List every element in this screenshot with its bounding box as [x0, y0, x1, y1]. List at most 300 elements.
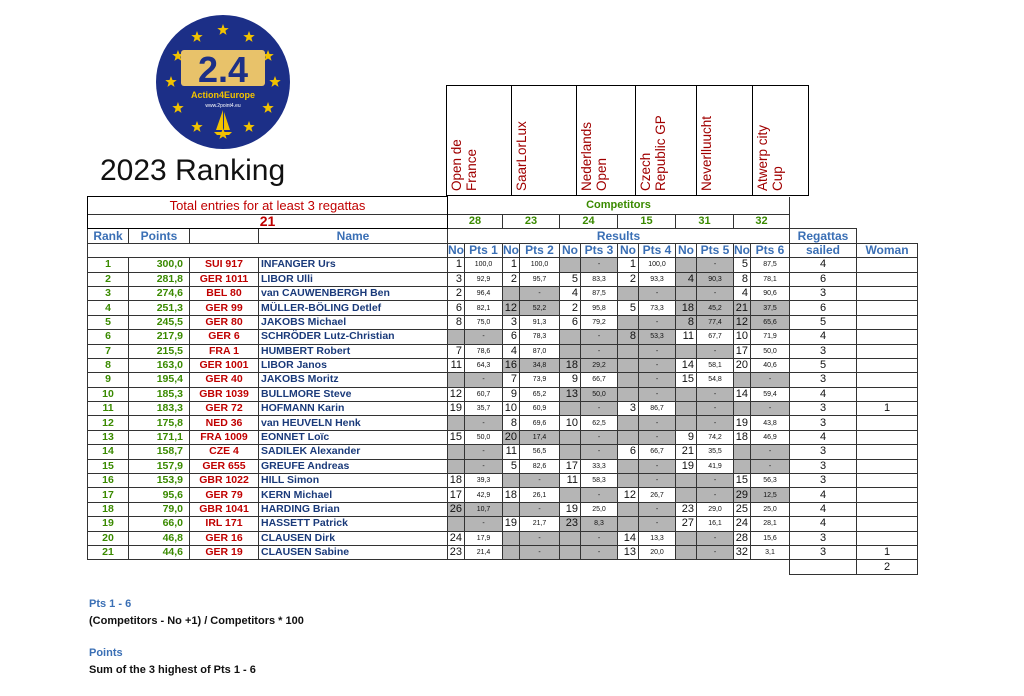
result-pts-cell: 50,0	[465, 430, 503, 444]
result-no-cell	[503, 474, 520, 488]
sail-number-cell: GER 80	[190, 315, 259, 329]
points-cell: 217,9	[129, 330, 190, 344]
result-pts-cell: 41,9	[697, 459, 734, 473]
regatta-header-1	[446, 85, 511, 196]
sail-number-cell: GBR 1039	[190, 387, 259, 401]
result-pts-cell: 59,4	[751, 387, 790, 401]
result-no-cell: 19	[676, 459, 697, 473]
sail-number-cell: NED 36	[190, 416, 259, 430]
result-no-cell: 24	[448, 531, 465, 545]
woman-cell	[857, 474, 918, 488]
result-pts-cell: 43,8	[751, 416, 790, 430]
points-cell: 158,7	[129, 445, 190, 459]
points-cell: 215,5	[129, 344, 190, 358]
result-no-cell	[676, 474, 697, 488]
result-pts-cell: -	[520, 545, 560, 559]
result-no-cell: 12	[734, 315, 751, 329]
sailor-name-cell: HUMBERT Robert	[259, 344, 448, 358]
regatta-header-5	[696, 85, 752, 196]
result-no-cell: 7	[503, 373, 520, 387]
sailor-name-cell: BULLMORE Steve	[259, 387, 448, 401]
result-no-cell: 8	[448, 315, 465, 329]
result-no-cell: 10	[503, 402, 520, 416]
rank-cell: 12	[88, 416, 129, 430]
competitors-count: 28	[448, 215, 503, 229]
result-no-cell	[618, 459, 639, 473]
result-pts-cell: -	[465, 416, 503, 430]
regattas-sailed-cell: 3	[790, 474, 857, 488]
rank-cell: 10	[88, 387, 129, 401]
result-pts-cell: 66,7	[639, 445, 676, 459]
regattas-sailed-cell: 6	[790, 301, 857, 315]
table-row	[88, 344, 918, 358]
result-pts-cell: 60,9	[520, 402, 560, 416]
regatta-name-line: Atwerp city	[755, 124, 770, 191]
points-cell: 183,3	[129, 402, 190, 416]
regatta-name-line: Czech	[638, 152, 653, 191]
sailor-name-cell: LIBOR Janos	[259, 358, 448, 372]
table-row	[88, 258, 918, 272]
result-pts-cell: 73,9	[520, 373, 560, 387]
sailor-name-cell: MÜLLER-BÖLING Detlef	[259, 301, 448, 315]
result-pts-cell: -	[520, 474, 560, 488]
svg-text:2.4: 2.4	[197, 49, 249, 90]
result-pts-cell: 58,1	[697, 358, 734, 372]
result-pts-cell: 71,9	[751, 330, 790, 344]
rank-cell: 17	[88, 488, 129, 502]
note-text: (Competitors - No +1) / Competitors * 100	[89, 615, 304, 627]
result-no-cell	[734, 459, 751, 473]
result-pts-cell: 91,3	[520, 315, 560, 329]
result-pts-cell: -	[697, 402, 734, 416]
regatta-name-line: Nederlands	[579, 121, 594, 191]
sail-number-cell: BEL 80	[190, 286, 259, 300]
result-pts-cell: 53,3	[639, 330, 676, 344]
result-no-cell: 23	[676, 502, 697, 516]
result-pts-cell: 13,3	[639, 531, 676, 545]
points-cell: 66,0	[129, 517, 190, 531]
result-pts-cell: -	[639, 344, 676, 358]
result-pts-cell: 66,7	[581, 373, 618, 387]
table-row	[88, 272, 918, 286]
result-no-cell: 29	[734, 488, 751, 502]
regattas-sailed-cell: 3	[790, 402, 857, 416]
result-no-cell	[448, 373, 465, 387]
result-no-cell: 17	[734, 344, 751, 358]
regattas-header: Regattas	[790, 229, 857, 243]
regatta-name-line: Neverlluucht	[699, 115, 714, 191]
result-no-cell	[560, 488, 581, 502]
regattas-sailed-cell: 4	[790, 488, 857, 502]
result-no-cell: 14	[734, 387, 751, 401]
notes	[89, 598, 304, 696]
result-pts-cell: 90,3	[697, 272, 734, 286]
result-no-cell	[503, 545, 520, 559]
result-pts-cell: 69,6	[520, 416, 560, 430]
sail-number-cell: FRA 1	[190, 344, 259, 358]
result-pts-cell: -	[697, 344, 734, 358]
result-no-cell	[560, 445, 581, 459]
result-no-cell: 19	[560, 502, 581, 516]
points-cell: 185,3	[129, 387, 190, 401]
result-pts-cell: 78,1	[751, 272, 790, 286]
result-pts-cell: -	[751, 373, 790, 387]
result-pts-cell: 58,3	[581, 474, 618, 488]
regattas-sailed-cell: 3	[790, 531, 857, 545]
result-no-cell: 12	[503, 301, 520, 315]
total-entries-label: Total entries for at least 3 regattas	[169, 198, 366, 213]
sail-number-cell: GER 655	[190, 459, 259, 473]
rank-cell: 5	[88, 315, 129, 329]
result-pts-cell: 25,0	[751, 502, 790, 516]
result-pts-cell: 100,0	[465, 258, 503, 272]
result-pts-cell: 95,8	[581, 301, 618, 315]
rank-cell: 6	[88, 330, 129, 344]
regattas-sailed-cell: 3	[790, 545, 857, 559]
result-no-cell	[448, 416, 465, 430]
result-no-cell: 19	[734, 416, 751, 430]
rank-header: Rank	[88, 229, 129, 243]
result-pts-cell: 28,1	[751, 517, 790, 531]
result-pts-cell: -	[697, 387, 734, 401]
result-no-cell	[503, 502, 520, 516]
result-no-cell: 2	[618, 272, 639, 286]
note-heading: Pts 1 - 6	[89, 598, 132, 610]
result-pts-cell: 78,6	[465, 344, 503, 358]
sail-number-cell: GER 1011	[190, 272, 259, 286]
result-no-cell	[618, 373, 639, 387]
sailor-name-cell: LIBOR Ulli	[259, 272, 448, 286]
result-pts-cell: 39,3	[465, 474, 503, 488]
no-header: No	[618, 243, 639, 257]
table-row	[88, 474, 918, 488]
rank-cell: 11	[88, 402, 129, 416]
rank-cell: 9	[88, 373, 129, 387]
result-no-cell	[734, 373, 751, 387]
table-row	[88, 286, 918, 300]
points-cell: 274,6	[129, 286, 190, 300]
rank-cell: 16	[88, 474, 129, 488]
rank-cell: 21	[88, 545, 129, 559]
result-no-cell	[676, 402, 697, 416]
result-no-cell: 18	[503, 488, 520, 502]
competitors-count: 32	[734, 215, 790, 229]
regattas-sailed-cell: 4	[790, 258, 857, 272]
woman-cell	[857, 445, 918, 459]
result-no-cell: 15	[676, 373, 697, 387]
result-pts-cell: 16,1	[697, 517, 734, 531]
result-no-cell	[676, 387, 697, 401]
result-no-cell: 5	[734, 258, 751, 272]
result-no-cell: 28	[734, 531, 751, 545]
result-pts-cell: 35,7	[465, 402, 503, 416]
result-pts-cell: -	[581, 430, 618, 444]
pts-header: Pts 3	[581, 243, 618, 257]
result-pts-cell: 87,5	[581, 286, 618, 300]
regattas-sailed-cell: 6	[790, 272, 857, 286]
result-no-cell: 25	[734, 502, 751, 516]
svg-text:www.2point4.eu: www.2point4.eu	[205, 103, 241, 109]
result-pts-cell: -	[581, 531, 618, 545]
table-row	[88, 545, 918, 559]
result-no-cell	[618, 358, 639, 372]
result-pts-cell: -	[581, 344, 618, 358]
result-pts-cell: -	[581, 402, 618, 416]
sailor-name-cell: van HEUVELN Henk	[259, 416, 448, 430]
result-no-cell: 6	[618, 445, 639, 459]
sailor-name-cell: HOFMANN Karin	[259, 402, 448, 416]
sailor-name-cell: JAKOBS Moritz	[259, 373, 448, 387]
points-cell: 157,9	[129, 459, 190, 473]
svg-text:Action4Europe: Action4Europe	[190, 90, 256, 100]
woman-cell	[857, 373, 918, 387]
result-no-cell	[676, 258, 697, 272]
result-pts-cell: 65,6	[751, 315, 790, 329]
result-no-cell	[618, 430, 639, 444]
points-cell: 195,4	[129, 373, 190, 387]
result-pts-cell: -	[639, 459, 676, 473]
regattas-sailed-cell: 4	[790, 502, 857, 516]
result-no-cell: 1	[618, 258, 639, 272]
result-no-cell: 10	[734, 330, 751, 344]
sailor-name-cell: CLAUSEN Dirk	[259, 531, 448, 545]
result-no-cell: 11	[448, 358, 465, 372]
regattas-sailed-cell: 3	[790, 445, 857, 459]
note-heading: Points	[89, 647, 123, 659]
sailed-header: sailed	[790, 243, 857, 257]
table-row	[88, 373, 918, 387]
result-no-cell: 17	[560, 459, 581, 473]
woman-cell	[857, 286, 918, 300]
sailor-name-cell: HARDING Brian	[259, 502, 448, 516]
table-row	[88, 301, 918, 315]
result-no-cell	[618, 286, 639, 300]
result-no-cell: 7	[448, 344, 465, 358]
result-pts-cell: 17,9	[465, 531, 503, 545]
result-pts-cell: -	[639, 286, 676, 300]
result-pts-cell: -	[581, 488, 618, 502]
sail-number-cell: GBR 1041	[190, 502, 259, 516]
regattas-sailed-cell: 4	[790, 517, 857, 531]
result-pts-cell: 64,3	[465, 358, 503, 372]
result-pts-cell: 83,3	[581, 272, 618, 286]
regattas-sailed-cell: 4	[790, 430, 857, 444]
result-pts-cell: -	[581, 258, 618, 272]
woman-cell	[857, 517, 918, 531]
rank-cell: 4	[88, 301, 129, 315]
sailor-name-cell: SADILEK Alexander	[259, 445, 448, 459]
sail-number-cell: GER 16	[190, 531, 259, 545]
no-header: No	[734, 243, 750, 257]
points-cell: 175,8	[129, 416, 190, 430]
result-no-cell: 8	[503, 416, 520, 430]
result-no-cell	[560, 402, 581, 416]
sail-number-cell: GER 72	[190, 402, 259, 416]
sail-number-cell: SUI 917	[190, 258, 259, 272]
result-pts-cell: -	[520, 286, 560, 300]
sail-number-cell: IRL 171	[190, 517, 259, 531]
woman-cell	[857, 344, 918, 358]
pts-header: Pts 2	[520, 243, 560, 257]
result-pts-cell: 35,5	[697, 445, 734, 459]
rank-cell: 13	[88, 430, 129, 444]
rank-cell: 8	[88, 358, 129, 372]
result-pts-cell: 56,5	[520, 445, 560, 459]
table-row	[88, 517, 918, 531]
result-no-cell: 6	[560, 315, 581, 329]
result-pts-cell: -	[520, 502, 560, 516]
result-no-cell: 14	[618, 531, 639, 545]
result-pts-cell: 93,3	[639, 272, 676, 286]
woman-cell	[857, 531, 918, 545]
result-no-cell	[560, 258, 581, 272]
result-pts-cell: 67,7	[697, 330, 734, 344]
sailor-name-cell: EONNET Loïc	[259, 430, 448, 444]
result-no-cell: 15	[448, 430, 465, 444]
result-pts-cell: 60,7	[465, 387, 503, 401]
result-pts-cell: 87,0	[520, 344, 560, 358]
result-pts-cell: 79,2	[581, 315, 618, 329]
result-no-cell: 13	[560, 387, 581, 401]
regatta-name-line: France	[464, 148, 479, 191]
result-no-cell	[676, 531, 697, 545]
result-pts-cell: 37,5	[751, 301, 790, 315]
result-no-cell: 3	[618, 402, 639, 416]
result-no-cell: 8	[676, 315, 697, 329]
woman-header: Woman	[857, 243, 918, 257]
points-cell: 95,6	[129, 488, 190, 502]
rank-cell: 2	[88, 272, 129, 286]
result-no-cell: 5	[503, 459, 520, 473]
result-pts-cell: -	[639, 387, 676, 401]
sailed-total-cell	[790, 560, 857, 574]
sailor-name-cell: CLAUSEN Sabine	[259, 545, 448, 559]
result-no-cell: 16	[503, 358, 520, 372]
woman-cell	[857, 272, 918, 286]
result-no-cell	[560, 545, 581, 559]
result-no-cell: 3	[448, 272, 465, 286]
result-no-cell: 23	[560, 517, 581, 531]
result-pts-cell: 62,5	[581, 416, 618, 430]
result-pts-cell: 82,1	[465, 301, 503, 315]
result-no-cell: 18	[676, 301, 697, 315]
regatta-header-6	[752, 85, 809, 196]
regattas-sailed-cell: 5	[790, 315, 857, 329]
woman-cell	[857, 358, 918, 372]
result-pts-cell: -	[697, 258, 734, 272]
result-pts-cell: -	[697, 531, 734, 545]
result-no-cell: 2	[560, 301, 581, 315]
rank-cell: 1	[88, 258, 129, 272]
sail-number-cell: GER 6	[190, 330, 259, 344]
result-pts-cell: -	[697, 286, 734, 300]
table-row	[88, 330, 918, 344]
competitors-count: 31	[676, 215, 734, 229]
total-entries-label-cell	[88, 197, 448, 215]
result-no-cell	[560, 531, 581, 545]
action4europe-logo	[153, 14, 293, 150]
competitors-label: Competitors	[448, 197, 790, 215]
result-pts-cell: -	[465, 459, 503, 473]
result-pts-cell: 26,7	[639, 488, 676, 502]
points-cell: 300,0	[129, 258, 190, 272]
woman-cell	[857, 416, 918, 430]
name-header: Name	[259, 229, 448, 243]
result-pts-cell: -	[465, 517, 503, 531]
table-row	[88, 358, 918, 372]
points-header: Points	[129, 229, 190, 243]
result-pts-cell: 75,0	[465, 315, 503, 329]
result-no-cell: 8	[618, 330, 639, 344]
sail-number-cell: GER 40	[190, 373, 259, 387]
sail-number-cell: GBR 1022	[190, 474, 259, 488]
note-text: Sum of the 3 highest of Pts 1 - 6	[89, 664, 256, 676]
result-pts-cell: 12,5	[751, 488, 790, 502]
result-pts-cell: -	[639, 416, 676, 430]
result-pts-cell: -	[751, 445, 790, 459]
regattas-sailed-cell: 3	[790, 373, 857, 387]
table-row	[88, 531, 918, 545]
regattas-sailed-cell: 4	[790, 330, 857, 344]
table-row	[88, 315, 918, 329]
points-cell: 153,9	[129, 474, 190, 488]
result-no-cell: 15	[734, 474, 751, 488]
result-pts-cell: 46,9	[751, 430, 790, 444]
points-cell: 251,3	[129, 301, 190, 315]
result-pts-cell: 50,0	[751, 344, 790, 358]
result-no-cell: 2	[448, 286, 465, 300]
result-pts-cell: 74,2	[697, 430, 734, 444]
result-pts-cell: 10,7	[465, 502, 503, 516]
no-header: No	[503, 243, 519, 257]
result-no-cell: 32	[734, 545, 751, 559]
woman-cell	[857, 330, 918, 344]
result-no-cell	[560, 430, 581, 444]
regattas-sailed-cell: 3	[790, 344, 857, 358]
result-pts-cell: 96,4	[465, 286, 503, 300]
competitors-count: 15	[618, 215, 676, 229]
result-pts-cell: 29,2	[581, 358, 618, 372]
result-no-cell: 1	[503, 258, 520, 272]
result-no-cell: 18	[734, 430, 751, 444]
result-no-cell	[503, 531, 520, 545]
result-pts-cell: 77,4	[697, 315, 734, 329]
result-no-cell: 12	[618, 488, 639, 502]
rank-cell: 7	[88, 344, 129, 358]
sail-number-cell: GER 1001	[190, 358, 259, 372]
points-cell: 46,8	[129, 531, 190, 545]
page-title: 2023 Ranking	[100, 154, 286, 187]
result-pts-cell: -	[520, 531, 560, 545]
result-pts-cell: 15,6	[751, 531, 790, 545]
result-pts-cell: 50,0	[581, 387, 618, 401]
result-pts-cell: 33,3	[581, 459, 618, 473]
result-no-cell: 9	[676, 430, 697, 444]
result-pts-cell: 21,4	[465, 545, 503, 559]
sail-number-cell: GER 19	[190, 545, 259, 559]
pts-header: Pts 4	[639, 243, 676, 257]
result-pts-cell: 65,2	[520, 387, 560, 401]
result-pts-cell: -	[639, 430, 676, 444]
result-pts-cell: 8,3	[581, 517, 618, 531]
result-pts-cell: -	[639, 502, 676, 516]
result-no-cell: 10	[560, 416, 581, 430]
regatta-header-2	[511, 85, 576, 196]
woman-cell	[857, 315, 918, 329]
result-no-cell: 4	[560, 286, 581, 300]
result-no-cell	[676, 344, 697, 358]
table-row	[88, 387, 918, 401]
